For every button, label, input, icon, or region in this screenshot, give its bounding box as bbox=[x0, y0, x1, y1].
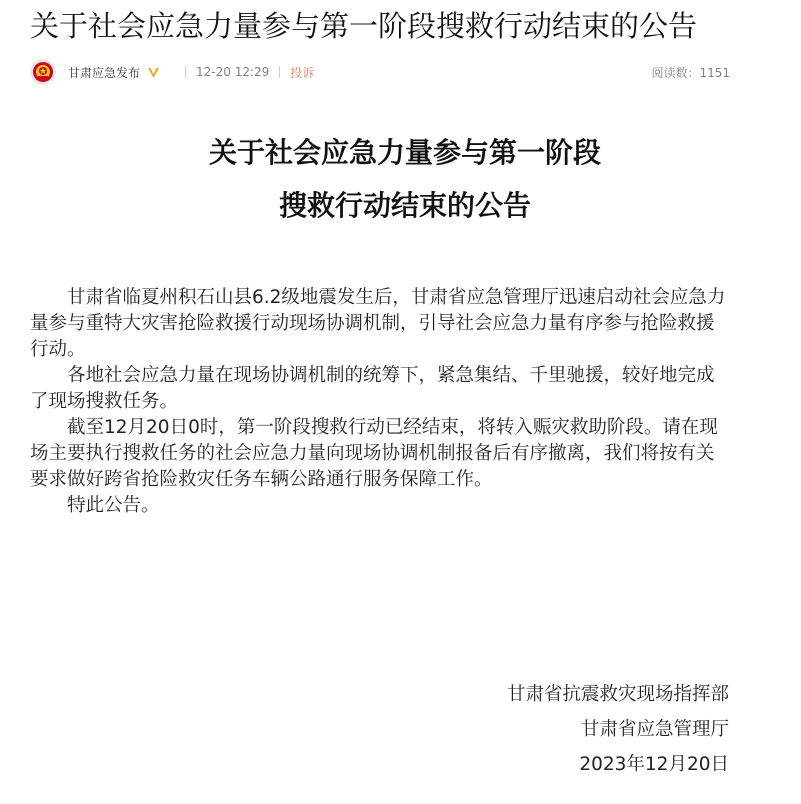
verified-v-icon bbox=[146, 65, 161, 80]
paragraph-1: 甘肃省临夏州积石山县6.2级地震发生后，甘肃省应急管理厅迅速启动社会应急力量参与重特大灾害抢险救援行动现场协调机制，引导社会应急力量有序参与抢险救援行动。 bbox=[30, 287, 726, 360]
paragraph-4: 特此公告。 bbox=[67, 495, 160, 516]
article-body bbox=[30, 285, 730, 519]
report-link[interactable]: 投诉 bbox=[290, 65, 315, 80]
signature-date: 2023年12月20日 bbox=[579, 754, 729, 775]
meta-divider bbox=[185, 66, 186, 78]
meta-divider bbox=[279, 66, 280, 78]
publish-time: 12-20 12:29 bbox=[196, 65, 270, 79]
article-meta-bar bbox=[30, 58, 730, 86]
paragraph-3: 截至12月20日0时，第一阶段搜救行动已经结束，将转入赈灾救助阶段。请在现场主要执行搜救任务的社会应急力量向现场协调机制报备后有序撤离，我们将按有关要求做好跨省抢险救灾任务车辆公路通行服务保障工作。 bbox=[30, 417, 718, 490]
national-emblem-icon bbox=[32, 61, 54, 83]
article-title-line-2: 搜救行动结束的公告 bbox=[278, 189, 531, 222]
read-count-value: 1151 bbox=[699, 65, 730, 80]
signature-org-2: 甘肃省应急管理厅 bbox=[580, 719, 729, 740]
paragraph-2: 各地社会应急力量在现场协调机制的统筹下，紧急集结、千里驰援，较好地完成了现场搜救任务。 bbox=[30, 365, 715, 412]
article-title-line-1: 关于社会应急力量参与第一阶段 bbox=[208, 136, 601, 169]
author-name[interactable]: 甘肃应急发布 bbox=[68, 65, 141, 80]
author-avatar[interactable] bbox=[30, 59, 56, 85]
page-title: 关于社会应急力量参与第一阶段搜救行动结束的公告 bbox=[30, 9, 698, 43]
read-count-label: 阅读数： bbox=[651, 65, 700, 80]
signature-org-1: 甘肃省抗震救灾现场指挥部 bbox=[506, 684, 729, 705]
read-count bbox=[651, 64, 730, 81]
